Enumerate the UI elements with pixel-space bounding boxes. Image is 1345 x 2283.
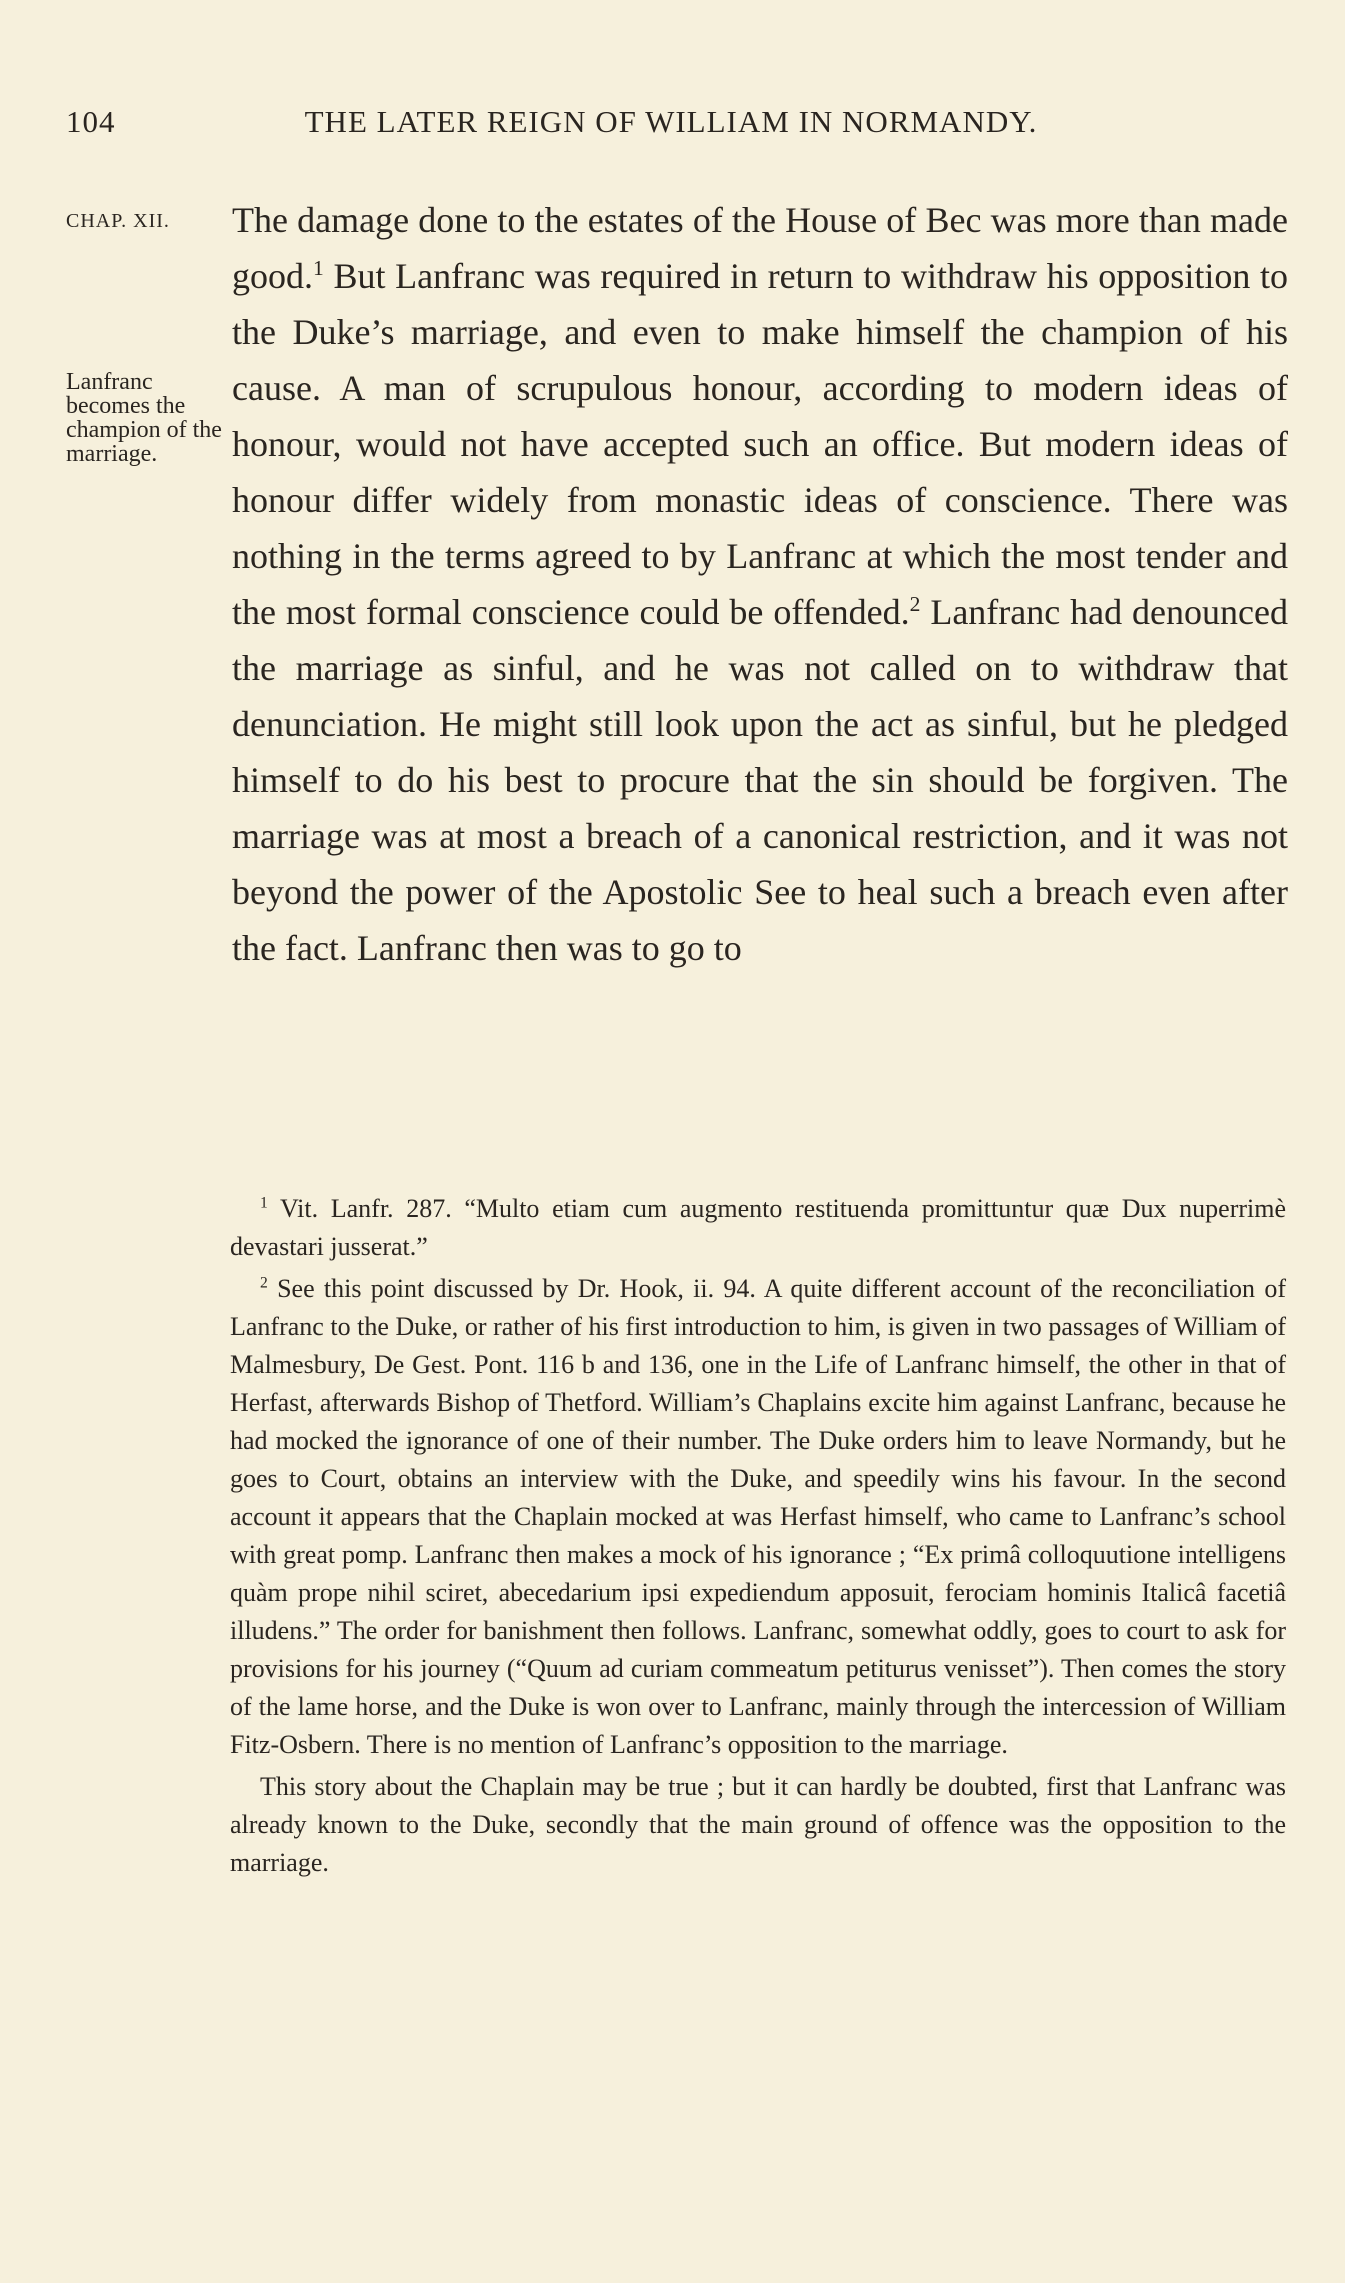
body-text-part-1: The damage done to the estates of the House of Bec was more than made good. [232,200,1288,296]
body-paragraph [232,192,1288,976]
footnotes [230,1190,1286,1886]
running-title: THE LATER REIGN OF WILLIAM IN NORMANDY. [304,104,1038,139]
footnote-ref-1: 1 [313,256,324,280]
body-text-part-2: But Lanfranc was required in return to withdraw his opposition to the Duke’s marriage, and even to make himself the champion of his cause. A man of scrupulous honour, according to modern ideas of honour, would not have accepted such an office. But modern ideas of honour differ widely from monastic ideas of conscience. There was nothing in the terms agreed to by Lanfranc at which the most tender and the most formal conscience could be offended. [232,256,1288,632]
footnote-2 [230,1270,1286,1764]
footnote-2-text: See this point discussed by Dr. Hook, ii. 94. A quite different account of the reconciliation of Lanfranc to the Duke, or rather of his first introduction to him, is given in two passages of William of Malmesbury, De Gest. Pont. 116 b and 136, one in the Life of Lanfranc himself, the other in that of Herfast, afterwards Bishop of Thetford. William’s Chaplains excite him against Lanfranc, because he had mocked the ignorance of one of their number. The Duke orders him to leave Normandy, but he goes to Court, obtains an interview with the Duke, and speedily wins his favour. In the second account it appears that the Chaplain mocked at was Herfast himself, who came to Lanfranc’s school with great pomp. Lanfranc then makes a mock of his ignorance ; “Ex primâ colloquutione intelligens quàm prope nihil sciret, abecedarium ipsi expediendum apposuit, ferociam hominis Italicâ facetiâ illudens.” The order for banishment then follows. Lanfranc, somewhat oddly, goes to court to ask for provisions for his journey (“Quum ad curiam commeatum petiturus venisset”). Then comes the story of the lame horse, and the Duke is won over to Lanfranc, mainly through the intercession of William Fitz-Osbern. There is no mention of Lanfranc’s opposition to the marriage. [230,1274,1286,1759]
page-number: 104 [66,104,116,139]
chapter-label: CHAP. XII. [66,210,170,232]
body-text-part-3: Lanfranc had denounced the marriage as sinful, and he was not called on to withdraw that denunciation. He might still look upon the act as sinful, but he pledged himself to do his best to procure that the sin should be forgiven. The marriage was at most a breach of a canonical restriction, and it was not beyond the power of the Apostolic See to heal such a breach even after the fact. Lanfranc then was to go to [232,592,1288,968]
margin-sidenote: Lanfranc becomes the champion of the marriage. [66,369,222,467]
footnote-1-text: Vit. Lanfr. 287. “Multo etiam cum augmento restituenda promittuntur quæ Dux nuperrimè devastari jusserat.” [230,1194,1286,1261]
running-head [66,104,1236,140]
footnote-1-mark: 1 [260,1194,268,1212]
footnote-1 [230,1190,1286,1266]
footnote-ref-2: 2 [909,592,921,616]
footnote-2-mark: 2 [260,1274,268,1292]
footnote-2-continuation: This story about the Chaplain may be true ; but it can hardly be doubted, first that Lanfranc was already known to the Duke, secondly that the main ground of offence was the opposition to the marriage. [230,1772,1286,1877]
